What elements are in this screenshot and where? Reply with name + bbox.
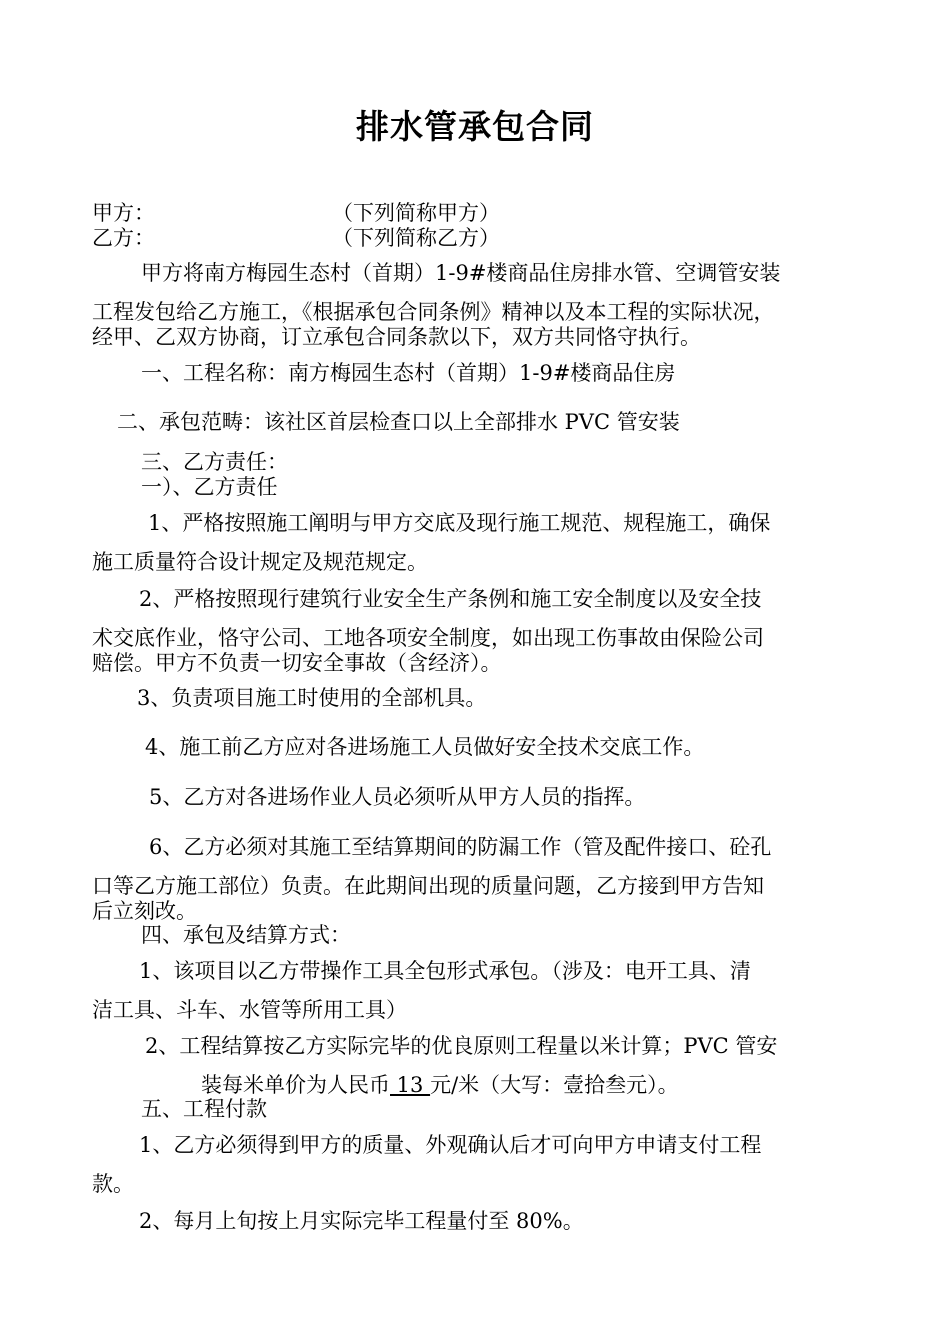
party-b-note: （下列简称乙方） — [332, 226, 500, 250]
item-6-line-2: 口等乙方施工部位）负责。在此期间出现的质量问题，乙方接到甲方告知 — [92, 874, 764, 898]
party-a-line — [92, 200, 862, 226]
item-6-line-3: 后立刻改。 — [92, 899, 197, 923]
party-b-line — [92, 225, 862, 251]
document-title: 排水管承包合同 — [356, 107, 594, 146]
s4-item-1-line-1: 1、该项目以乙方带操作工具全包形式承包。（涉及：电开工具、清 — [139, 959, 751, 983]
item-2-line-1: 2、严格按照现行建筑行业安全生产条例和施工安全制度以及安全技 — [139, 587, 762, 611]
item-2-line-3: 赔偿。甲方不负责一切安全事故（含经济）。 — [92, 651, 502, 675]
item-6-line-1: 6、乙方必须对其施工至结算期间的防漏工作（管及配件接口、砼孔 — [149, 835, 772, 859]
party-b-label: 乙方： — [92, 226, 155, 250]
party-a-label: 甲方： — [92, 201, 155, 225]
item-1-line-1: 1、严格按照施工阐明与甲方交底及现行施工规范、规程施工，确保 — [148, 511, 771, 535]
intro-line-1: 甲方将南方梅园生态村（首期）1-9#楼商品住房排水管、空调管安装 — [141, 261, 781, 285]
s5-item-1-line-1: 1、乙方必须得到甲方的质量、外观确认后才可向甲方申请支付工程 — [139, 1133, 762, 1157]
section-1: 一、工程名称：南方梅园生态村（首期）1-9#楼商品住房 — [141, 361, 676, 385]
section-3-sub: 一）、乙方责任 — [141, 475, 278, 499]
intro-line-3: 经甲、乙双方协商，订立承包合同条款以下，双方共同恪守执行。 — [92, 325, 701, 349]
section-3: 三、乙方责任： — [141, 450, 288, 474]
s5-item-2: 2、每月上旬按上月实际完毕工程量付至 80%。 — [139, 1209, 584, 1233]
item-2-line-2: 术交底作业，恪守公司、工地各项安全制度，如出现工伤事故由保险公司 — [92, 626, 764, 650]
intro-line-2: 工程发包给乙方施工，《根据承包合同条例》精神以及本工程的实际状况， — [92, 300, 775, 324]
section-4: 四、承包及结算方式： — [141, 923, 351, 947]
s4-item-1-line-2: 洁工具、斗车、水管等所用工具） — [92, 998, 407, 1022]
s4-item-2-line-2 — [92, 1072, 862, 1098]
s4-item-2-line-1: 2、工程结算按乙方实际完毕的优良原则工程量以米计算；PVC 管安 — [145, 1034, 778, 1058]
item-5: 5、乙方对各进场作业人员必须听从甲方人员的指挥。 — [149, 785, 646, 809]
party-a-note: （下列简称甲方） — [332, 201, 500, 225]
section-5: 五、工程付款 — [141, 1097, 267, 1121]
section-2: 二、承包范畴：该社区首层检查口以上全部排水 PVC 管安装 — [117, 410, 680, 434]
item-3: 3、负责项目施工时使用的全部机具。 — [137, 686, 487, 710]
item-4: 4、施工前乙方应对各进场施工人员做好安全技术交底工作。 — [145, 735, 705, 759]
item-1-line-2: 施工质量符合设计规定及规范规定。 — [92, 550, 428, 574]
s5-item-1-line-2: 款。 — [92, 1172, 134, 1196]
price-prefix: 装每米单价为人民币 — [201, 1073, 390, 1097]
unit-price: 13 — [390, 1073, 431, 1097]
price-suffix: 元/米（大写：壹拾叁元）。 — [430, 1073, 679, 1097]
